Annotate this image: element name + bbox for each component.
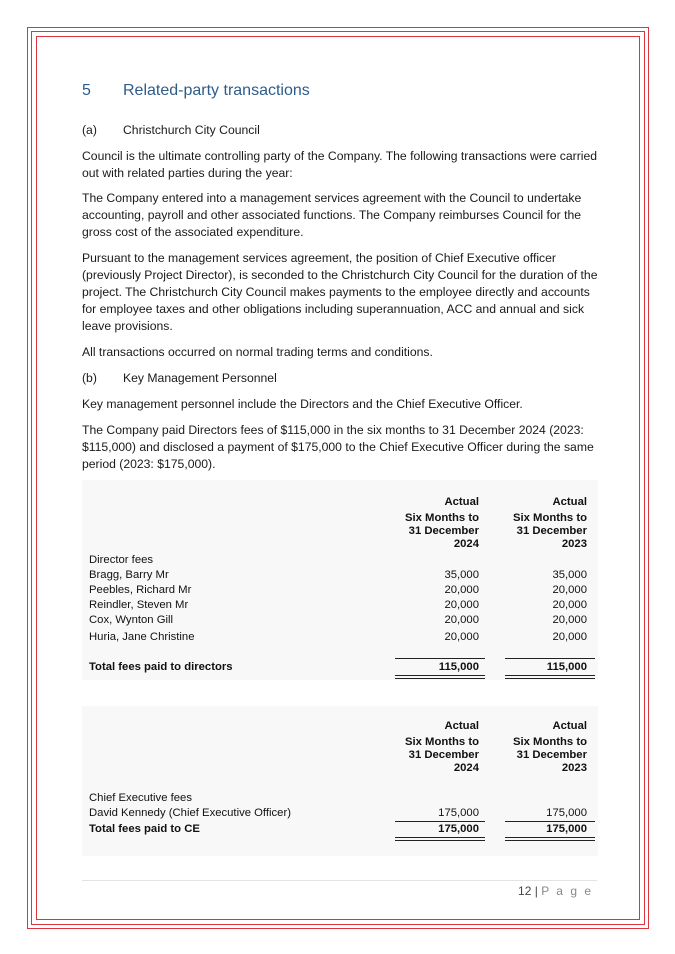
subtotal-rule-2024 [395, 821, 485, 822]
paragraph-ceo-secondment: Pursuant to the management services agreement, the position of Chief Executive officer (previously Project Director), is seconded to the Christchurch City Council for the duration of the project. The Christchurch City Council makes payments to the employee directly and accounts for employee taxes and other obligations including superannuation, ACC and annual and sick leave provisions. [82, 251, 598, 333]
subheading-b-title: Key Management Personnel [123, 371, 277, 385]
section-title: Related-party transactions [123, 82, 310, 99]
total-double-rule-2023-top [505, 837, 595, 838]
row-name: David Kennedy (Chief Executive Officer) [89, 807, 291, 819]
total-value-2023: 175,000 [546, 823, 587, 835]
col-header-line: 2023 [561, 538, 587, 550]
row-name: Reindler, Steven Mr [89, 599, 189, 611]
col-header-line: 31 December [408, 525, 479, 537]
footer-separator: | [534, 884, 538, 898]
table-row [82, 599, 598, 614]
group-label-text: Director fees [89, 554, 154, 566]
row-value-2024: 20,000 [444, 599, 479, 611]
ce-fees-col-2023-header [513, 720, 587, 775]
row-value-2023: 35,000 [552, 569, 587, 581]
row-value-2023: 20,000 [552, 584, 587, 596]
director-fees-table [82, 480, 598, 680]
subheading-a-title: Christchurch City Council [123, 123, 260, 137]
director-fees-total-row [82, 661, 598, 676]
table-row [82, 614, 598, 629]
paragraph-management-agreement: The Company entered into a management services agreement with the Council to undertake accounting, payroll and other associated functions. The Company reimburses Council for the gross cost of the associated expenditure. [82, 191, 582, 239]
section-heading [82, 82, 310, 100]
col-header-line: Six Months to [404, 512, 479, 524]
subheading-a [82, 122, 607, 139]
page-number: 12 [518, 884, 532, 898]
table-row [82, 569, 598, 584]
col-header-line: Six Months to [512, 512, 587, 524]
row-value-2023: 175,000 [546, 807, 587, 819]
row-value-2023: 20,000 [552, 599, 587, 611]
footer-rule [82, 880, 597, 881]
director-fees-group-label [82, 554, 598, 569]
col-header-line: Actual [552, 496, 587, 508]
director-fees-col-2024-header [405, 496, 479, 551]
subheading-b [82, 370, 607, 387]
col-header-line: 31 December [408, 749, 479, 761]
page-footer [518, 884, 593, 898]
col-header-line: 31 December [516, 749, 587, 761]
row-value-2024: 20,000 [444, 584, 479, 596]
total-double-rule-2023-bottom [505, 840, 595, 841]
row-name: Bragg, Barry Mr [89, 569, 169, 581]
row-name: Cox, Wynton Gill [89, 614, 174, 626]
total-double-rule-2024-top [395, 837, 485, 838]
paragraph-controlling-party: Council is the ultimate controlling party of the Company. The following transactions were carried out with related parties during the year: [82, 149, 598, 180]
row-value-2023: 20,000 [552, 631, 587, 643]
total-double-rule-2024-top [395, 675, 485, 676]
section-number: 5 [82, 82, 91, 99]
col-header-line: Actual [444, 496, 479, 508]
page-word: P a g e [541, 884, 593, 898]
total-double-rule-2024-bottom [395, 840, 485, 841]
total-label: Total fees paid to directors [89, 661, 233, 673]
row-value-2024: 20,000 [444, 614, 479, 626]
paragraph-trading-terms: All transactions occurred on normal trading terms and conditions. [82, 345, 433, 359]
col-header-line: 2023 [561, 762, 587, 774]
col-header-line: Six Months to [404, 736, 479, 748]
total-double-rule-2024-bottom [395, 678, 485, 679]
group-label-text: Chief Executive fees [89, 792, 192, 804]
subheading-b-label: (b) [82, 371, 97, 385]
col-header-line: Six Months to [512, 736, 587, 748]
col-header-line: 31 December [516, 525, 587, 537]
row-value-2024: 175,000 [438, 807, 479, 819]
ce-fees-table [82, 706, 598, 856]
row-name: Huria, Jane Christine [89, 631, 195, 643]
col-header-line: 2024 [453, 762, 479, 774]
ce-fees-col-2024-header [405, 720, 479, 775]
subtotal-rule-2023 [505, 821, 595, 822]
total-value-2024: 115,000 [438, 661, 479, 673]
row-value-2024: 20,000 [444, 631, 479, 643]
paragraph-fees-summary: The Company paid Directors fees of $115,000 in the six months to 31 December 2024 (2023: $115,000) and disclosed a payment of $175,000 to the Chief Executive Officer during the same period (2023: $175,000). [82, 423, 594, 471]
ce-fees-group-label [82, 792, 598, 807]
total-double-rule-2023-top [505, 675, 595, 676]
table-row [82, 584, 598, 599]
table-row [82, 807, 598, 822]
row-value-2024: 35,000 [444, 569, 479, 581]
subtotal-rule-2024 [395, 658, 485, 659]
col-header-line: Actual [552, 720, 587, 732]
row-value-2023: 20,000 [552, 614, 587, 626]
table-row [82, 631, 598, 646]
director-fees-col-2023-header [513, 496, 587, 551]
total-value-2024: 175,000 [438, 823, 479, 835]
paragraph-key-personnel: Key management personnel include the Directors and the Chief Executive Officer. [82, 397, 523, 411]
total-label: Total fees paid to CE [89, 823, 200, 835]
total-value-2023: 115,000 [546, 661, 587, 673]
row-name: Peebles, Richard Mr [89, 584, 192, 596]
ce-fees-total-row [82, 823, 598, 838]
col-header-line: 2024 [453, 538, 479, 550]
subtotal-rule-2023 [505, 658, 595, 659]
subheading-a-label: (a) [82, 123, 97, 137]
total-double-rule-2023-bottom [505, 678, 595, 679]
col-header-line: Actual [444, 720, 479, 732]
